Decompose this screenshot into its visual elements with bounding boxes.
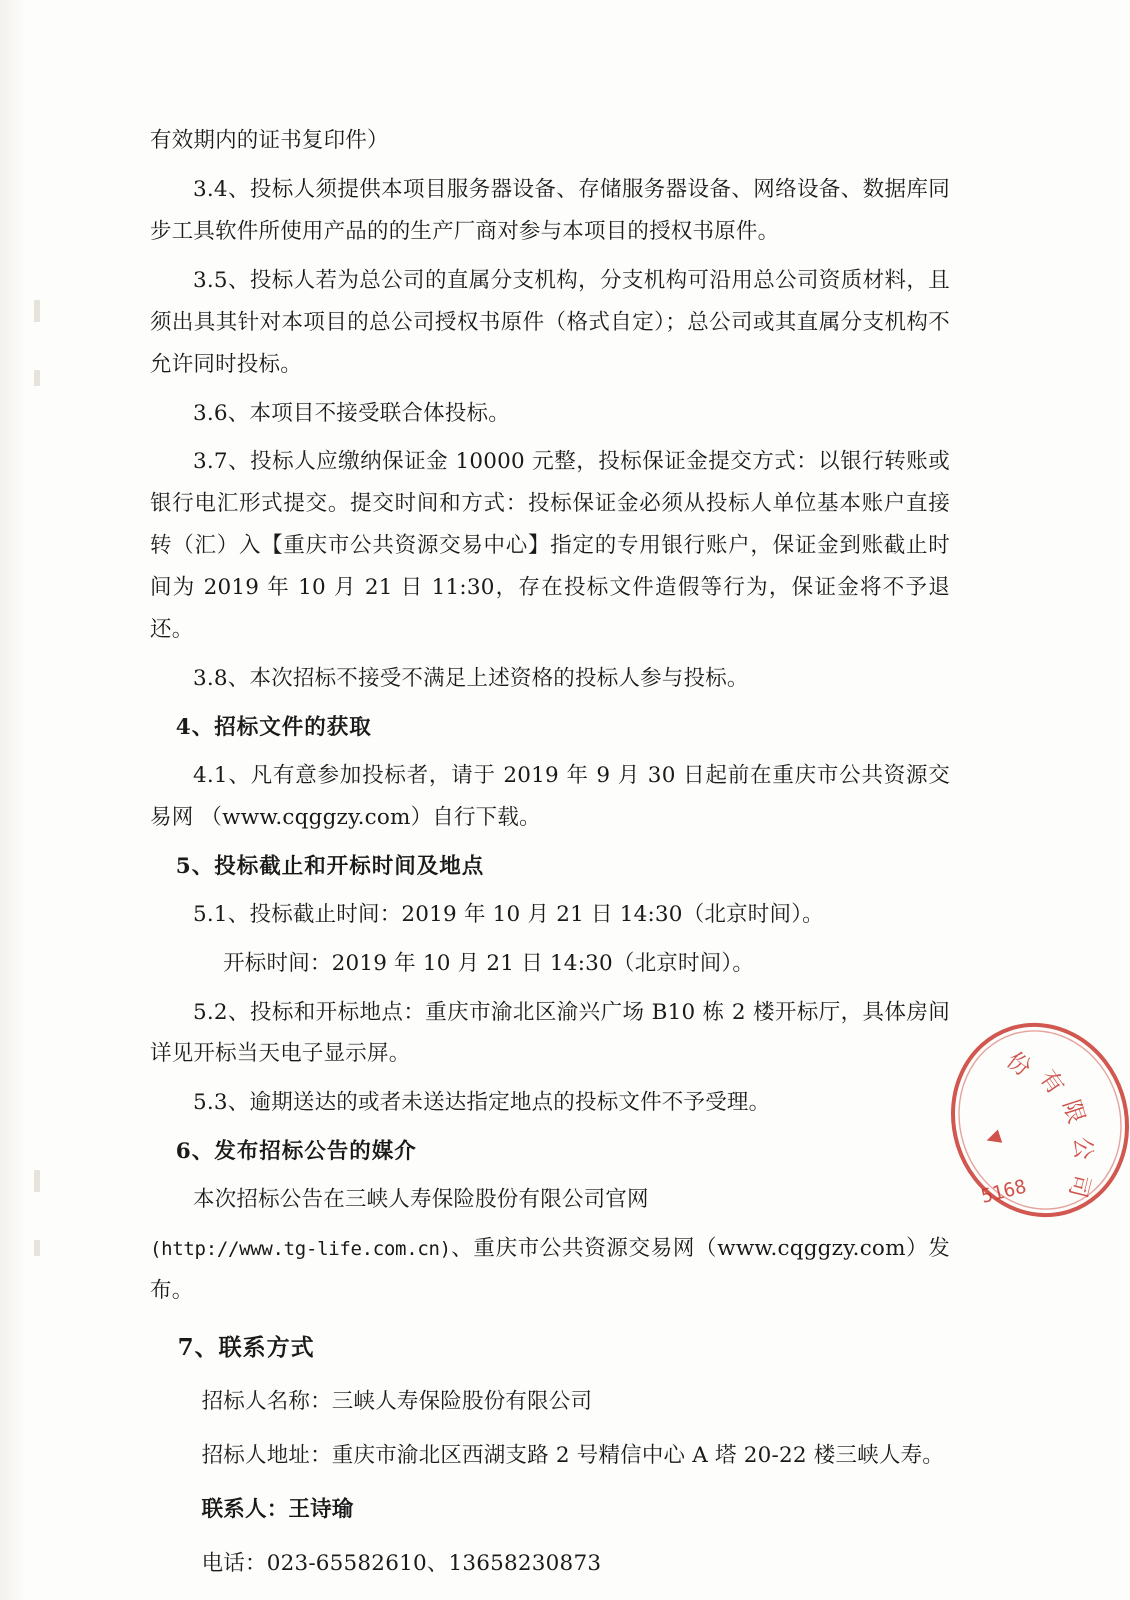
paragraph-3-8: 3.8、本次招标不接受不满足上述资格的投标人参与投标。 <box>193 666 749 692</box>
paragraph-3-5: 3.5、投标人若为总公司的直属分支机构，分支机构可沿用总公司资质材料，且须出具其针对本项目的总公司授权书原件（格式自定）；总公司或其直属分支机构不允许同时投标。 <box>150 267 950 377</box>
section-5-heading: 5、投标截止和开标时间及地点 <box>175 853 485 879</box>
paragraph-carryover: 有效期内的证书复印件） <box>150 128 389 153</box>
svg-text:有: 有 <box>1034 1065 1069 1100</box>
section-6-line-2-rest: 、重庆市公共资源交易网（www.cqggzy.com）发布。 <box>150 1236 950 1304</box>
section-4-heading: 4、招标文件的获取 <box>175 714 372 740</box>
margin-mark <box>34 1240 40 1256</box>
section-4-body: 4.1、凡有意参加投标者，请于 2019 年 9 月 30 日起前在重庆市公共资源交易网 （www.cqggzy.com）自行下载。 <box>150 762 950 830</box>
paragraph-3-4: 3.4、投标人须提供本项目服务器设备、存储服务器设备、网络设备、数据库同步工具软件所使用产品的的生产厂商对参与本项目的授权书原件。 <box>150 176 950 244</box>
section-6-line-2 <box>150 1228 950 1312</box>
contact-phone: 电话：023-65582610、13658230873 <box>201 1550 602 1576</box>
margin-mark <box>34 370 40 386</box>
svg-text:司: 司 <box>1063 1171 1095 1201</box>
svg-text:公: 公 <box>1069 1136 1096 1161</box>
section-6-line-1: 本次招标公告在三峡人寿保险股份有限公司官网 <box>193 1187 649 1213</box>
paragraph-3-7: 3.7、投标人应缴纳保证金 10000 元整，投标保证金提交方式：以银行转账或银行电汇形式提交。提交时间和方式：投标保证金必须从投标人单位基本账户直接转（汇）入【重庆市公共资源交易中心】指定的专用银行账户，保证金到账截止时间为 2019 年 10 月 21 日 11:30，存在投标文件造假等行为，保证金将不予退还。 <box>150 449 950 643</box>
contact-address: 招标人地址：重庆市渝北区西湖支路 2 号精信中心 A 塔 20-22 楼三峡人寿。 <box>201 1442 944 1468</box>
contact-name: 招标人名称：三峡人寿保险股份有限公司 <box>201 1388 593 1414</box>
svg-text:份: 份 <box>1001 1047 1036 1082</box>
section-5-line-3: 5.2、投标和开标地点：重庆市渝北区渝兴广场 B10 栋 2 楼开标厅，具体房间详见开标当天电子显示屏。 <box>150 999 950 1067</box>
section-5-line-4: 5.3、逾期送达的或者未送达指定地点的投标文件不予受理。 <box>193 1090 771 1116</box>
paragraph-3-6: 3.6、本项目不接受联合体投标。 <box>193 400 510 426</box>
svg-text:限: 限 <box>1057 1096 1090 1127</box>
contact-person: 联系人：王诗瑜 <box>201 1496 354 1522</box>
company-seal-stamp <box>935 1015 1130 1225</box>
section-7-heading: 7、联系方式 <box>177 1333 315 1361</box>
margin-mark <box>34 1170 40 1192</box>
section-5-line-1: 5.1、投标截止时间：2019 年 10 月 21 日 14:30（北京时间）。 <box>193 901 824 927</box>
margin-mark <box>34 300 40 322</box>
section-5-line-2: 开标时间：2019 年 10 月 21 日 14:30（北京时间）。 <box>223 950 755 976</box>
section-6-heading: 6、发布招标公告的媒介 <box>175 1139 417 1165</box>
section-6-url: (http://www.tg-life.com.cn) <box>150 1238 451 1261</box>
document-body <box>150 120 950 1597</box>
svg-text:5168: 5168 <box>978 1175 1029 1208</box>
